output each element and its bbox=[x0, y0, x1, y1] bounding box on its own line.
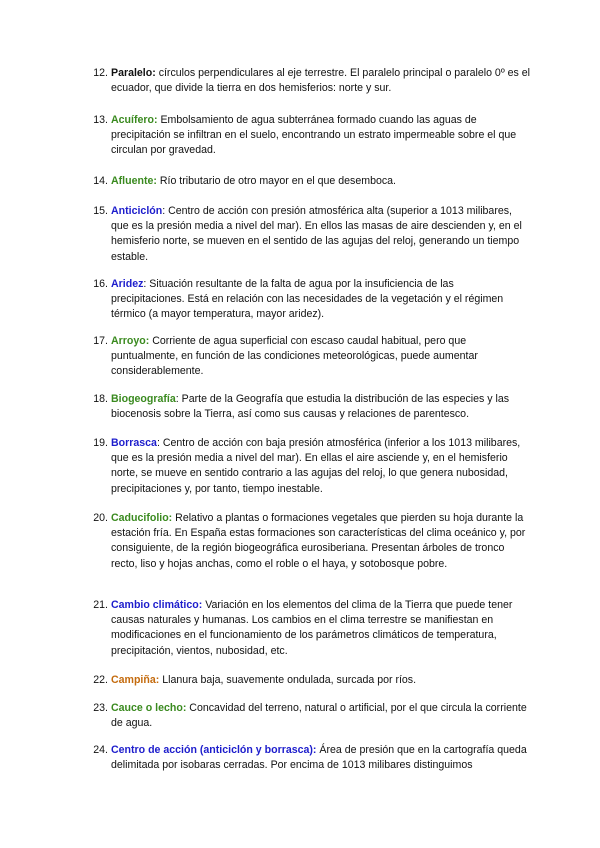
entry-term: Centro de acción (anticiclón y borrasca): bbox=[111, 744, 317, 756]
glossary-entry-centro-de-accion bbox=[90, 743, 530, 773]
entry-term: Caducifolio: bbox=[111, 512, 173, 524]
entry-number: 15. bbox=[93, 205, 108, 217]
entry-number: 16. bbox=[93, 278, 108, 290]
entry-term: Aridez bbox=[111, 278, 144, 290]
glossary-entry-paralelo bbox=[90, 66, 530, 96]
entry-term: Paralelo: bbox=[111, 67, 156, 79]
entry-definition: Relativo a plantas o formaciones vegetales que pierden su hoja durante la estación fría. En España estas formaciones son características del clima oceánico y, por consiguiente, de la región biogeográfica eurosiberiana. Presentan árboles de tronco recto, liso y hojas anchas, como el roble o el haya, y sotobosque pobre. bbox=[111, 512, 526, 570]
entry-term: Arroyo: bbox=[111, 335, 150, 347]
entry-definition: círculos perpendiculares al eje terrestre. El paralelo principal o paralelo 0º es el ecuador, que divide la tierra en dos hemisferios: norte y sur. bbox=[111, 67, 531, 95]
entry-definition: : Centro de acción con presión atmosférica alta (superior a 1013 milibares, que es la presión media a nivel del mar). En ellos las masas de aire descienden y, en el hemisferio norte, se mueven en el sentido de las agujas del reloj, generando un tiempo estable. bbox=[111, 205, 522, 263]
entry-number: 21. bbox=[93, 599, 108, 611]
entry-number: 22. bbox=[93, 674, 108, 686]
entry-term: Cambio climático: bbox=[111, 599, 203, 611]
glossary-entry-anticiclon bbox=[90, 204, 530, 265]
glossary-entry-campina bbox=[90, 673, 530, 688]
glossary-entry-cauce bbox=[90, 701, 530, 731]
glossary-entry-biogeografia bbox=[90, 392, 530, 422]
entry-definition: Corriente de agua superficial con escaso caudal habitual, pero que puntualmente, en función de las condiciones meteorológicas, puede aumentar considerablemente. bbox=[111, 335, 478, 378]
entry-definition: Llanura baja, suavemente ondulada, surcada por ríos. bbox=[159, 674, 417, 686]
entry-term: Anticiclón bbox=[111, 205, 163, 217]
entry-definition: Río tributario de otro mayor en el que desemboca. bbox=[156, 175, 396, 187]
entry-term: Cauce o lecho: bbox=[111, 702, 187, 714]
entry-term: Acuífero: bbox=[111, 114, 158, 126]
entry-number: 18. bbox=[93, 393, 108, 405]
glossary-entry-arroyo bbox=[90, 334, 530, 380]
glossary-entry-acuifero bbox=[90, 113, 530, 159]
glossary-entry-aridez bbox=[90, 277, 530, 323]
entry-definition: Área de presión que en la cartografía queda delimitada por isobaras cerradas. Por encima de 1013 milibares distinguimos bbox=[111, 744, 527, 772]
entry-term: Afluente: bbox=[111, 175, 157, 187]
glossary-entry-borrasca bbox=[90, 436, 530, 497]
entry-definition: : Situación resultante de la falta de agua por la insuficiencia de las precipitaciones. Está en relación con las necesidades de la vegetación y el régimen térmico (a mayor temperatura, mayor aridez). bbox=[111, 278, 504, 321]
glossary-entry-caducifolio bbox=[90, 511, 530, 572]
entry-term: Borrasca bbox=[111, 437, 157, 449]
entry-number: 17. bbox=[93, 335, 108, 347]
entry-number: 12. bbox=[93, 67, 108, 79]
entry-number: 19. bbox=[93, 437, 108, 449]
entry-number: 24. bbox=[93, 744, 108, 756]
entry-term: Biogeografía bbox=[111, 393, 176, 405]
entry-number: 14. bbox=[93, 175, 108, 187]
glossary-entry-cambio-climatico bbox=[90, 598, 530, 659]
entry-number: 20. bbox=[93, 512, 108, 524]
entry-definition: : Parte de la Geografía que estudia la distribución de las especies y las biocenosis sobre la Tierra, así como sus causas y relaciones de parentesco. bbox=[111, 393, 510, 421]
entry-number: 13. bbox=[93, 114, 108, 126]
entry-definition: Embolsamiento de agua subterránea formado cuando las aguas de precipitación se infiltran en el suelo, encontrando un estrato impermeable sobre el que circulan por gravedad. bbox=[111, 114, 517, 157]
entry-definition: : Centro de acción con baja presión atmosférica (inferior a los 1013 milibares, que es la presión media a nivel del mar). En ellas el aire asciende y, en el hemisferio norte, se mueve en sentido contrario a las agujas del reloj, lo que genera nubosidad, precipitaciones y, por tanto, tiempo inestable. bbox=[111, 437, 521, 495]
entry-definition: Variación en los elementos del clima de la Tierra que puede tener causas naturales y humanas. Los cambios en el clima terrestre se manifiestan en modificaciones en el funcionamiento de los parámetros climáticos de temperatura, precipitación, vientos, nubosidad, etc. bbox=[111, 599, 513, 657]
entry-definition: Concavidad del terreno, natural o artificial, por el que circula la corriente de agua. bbox=[111, 702, 527, 730]
entry-number: 23. bbox=[93, 702, 108, 714]
entry-term: Campiña: bbox=[111, 674, 160, 686]
glossary-entry-afluente bbox=[90, 174, 530, 189]
